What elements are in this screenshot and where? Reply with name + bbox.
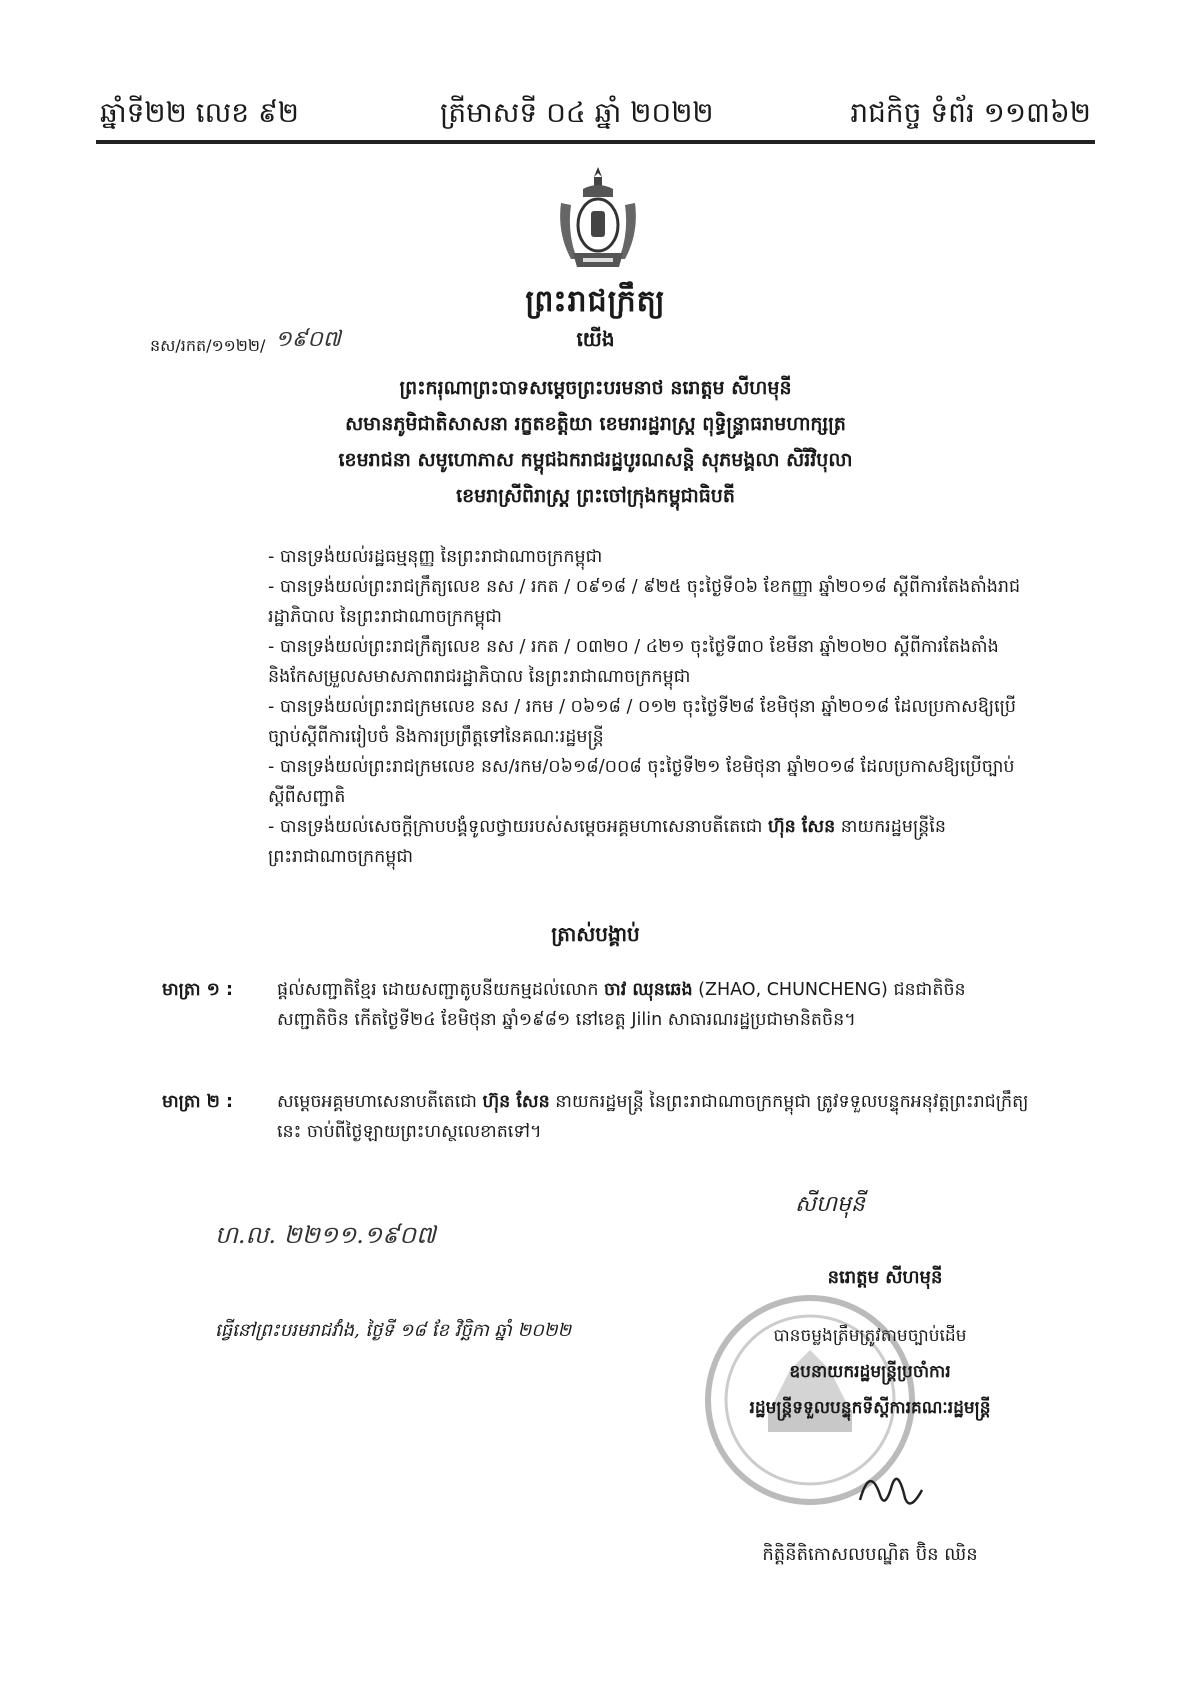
preamble-item: - បានទ្រង់យល់ព្រះរាជក្រមលេខ នស / រកម / ០៦១៨ / ០១២ ចុះថ្ងៃទី២៨ ខែមិថុនា ឆ្នាំ២០១៨ ដែលប្រកាសឱ្យប្រើច្បាប់ស្តីពីការរៀបចំ និងការប្រព្រឹត្តទៅនៃគណៈរដ្ឋមន្ត្រី: [268, 697, 1016, 747]
pm-name: ហ៊ុន សែន: [767, 817, 836, 837]
article-text: [277, 975, 1042, 1035]
header-rule: [96, 140, 1095, 144]
preamble-item: - បានទ្រង់យល់ព្រះរាជក្រឹត្យលេខ នស / រកត / ០៩១៨ / ៩២៥ ចុះថ្ងៃទី០៦ ខែកញ្ញា ឆ្នាំ២០១៨ ស្តីពីការតែងតាំងរាជរដ្ឋាភិបាល នៃព្រះរាជាណាចក្រកម្ពុជា: [268, 577, 1021, 627]
person-name: ចាវ ឈុនឆេង: [604, 980, 693, 1000]
preamble-item: [268, 812, 1038, 872]
article-text-part: ផ្តល់សញ្ជាតិខ្មែរ ដោយសញ្ជាតូបនីយកម្មដល់លោក: [277, 980, 605, 1000]
certified-copy-line: បានចម្លងត្រឹមត្រូវតាមច្បាប់ដើម: [773, 1326, 967, 1346]
deputy-pm-title: ឧបនាយករដ្ឋមន្ត្រីប្រចាំការ: [789, 1362, 951, 1382]
king-title-line: ខេមរាជនា សមូហោភាស កម្ពុជឯករាជរដ្ឋបូរណសន្តិ សុភមង្គលា សិរីវិបុលា: [338, 449, 853, 471]
royal-emblem-icon: [553, 163, 643, 273]
decree-title: ព្រះរាជក្រឹត្យ: [525, 284, 666, 319]
header-quarter: ត្រីមាសទី ០៤ ឆ្នាំ ២០២២: [440, 96, 714, 129]
countersign-block: [660, 1318, 1080, 1426]
handwritten-registry-note: ហ.ល. ២២១១.១៩០៧: [215, 1221, 436, 1249]
king-titles: [150, 370, 1041, 514]
reference-handwritten: ១៩០៧: [275, 327, 341, 352]
article-text: [277, 1087, 1042, 1147]
reference-number: នស/រកត/១១២២/: [150, 336, 266, 355]
article-text-part: (ZHAO, CHUNCHENG) ជនជាតិចិន សញ្ជាតិចិន កើតថ្ងៃទី២៤ ខែមិថុនា ឆ្នាំ១៩៨១ នៅខេត្ត Jilin សាធារណរដ្ឋប្រជាមានិតចិន។: [277, 980, 966, 1030]
king-title-line: ព្រះករុណាព្រះបាទសម្តេចព្រះបរមនាថ នរោត្តម សីហមុនី: [399, 377, 792, 399]
decree-subtitle: យើង: [576, 327, 615, 351]
article-text-part: នាយករដ្ឋមន្ត្រី នៃព្រះរាជាណាចក្រកម្ពុជា ត្រូវទទួលបន្ទុកអនុវត្តព្រះរាជក្រឹត្យនេះ ចាប់ពីថ្ងៃឡាយព្រះហស្ថលេខាតទៅ។: [277, 1092, 1029, 1142]
king-name: នរោត្តម សីហមុនី: [827, 1267, 943, 1288]
king-title-line: សមានភូមិជាតិសាសនា រក្ខតខត្តិយា ខេមរារដ្ឋរាស្ត្រ ពុទ្ធិន្ទ្រាធរាមហាក្សត្រ: [345, 413, 846, 435]
pm-name: ហ៊ុន សែន: [482, 1092, 550, 1112]
place-and-date: ធ្វើនៅព្រះបរមរាជវាំង, ថ្ងៃទី ១៨ ខែ វិច្ឆិកា ឆ្នាំ ២០២២: [215, 1320, 572, 1341]
article-label: មាត្រា ១ :: [162, 980, 233, 1000]
preamble-list: [268, 542, 1038, 872]
preamble-item: - បានទ្រង់យល់ព្រះរាជក្រមលេខ នស/រកម/០៦១៨/០០៨ ចុះថ្ងៃទី២១ ខែមិថុនា ឆ្នាំ២០១៨ ដែលប្រកាសឱ្យប្រើច្បាប់ស្តីពីសញ្ជាតិ: [268, 757, 1015, 807]
preamble-text: - បានទ្រង់យល់សេចក្តីក្រាបបង្គំទូលថ្វាយរបស់សម្តេចអគ្គមហាសេនាបតីតេជោ: [268, 817, 768, 837]
king-title-line: ខេមរាស្រីពិរាស្ត្រ ព្រះចៅក្រុងកម្ពុជាធិបតី: [456, 485, 735, 507]
preamble-item: - បានទ្រង់យល់រដ្ឋធម្មនុញ្ញ នៃព្រះរាជាណាចក្រកម្ពុជា: [268, 547, 603, 567]
decree-heading: ត្រាស់បង្គាប់: [551, 922, 640, 946]
minister-title: រដ្ឋមន្ត្រីទទួលបន្ទុកទីស្តីការគណៈរដ្ឋមន្ត្រី: [749, 1398, 991, 1418]
king-signature: សីហមុនី: [795, 1192, 865, 1217]
minister-signature-icon: [850, 1460, 930, 1520]
preamble-text: នាយករដ្ឋមន្ត្រីនៃព្រះរាជាណាចក្រកម្ពុជា: [268, 817, 946, 867]
article-1: [162, 975, 1042, 1035]
preamble-item: - បានទ្រង់យល់ព្រះរាជក្រឹត្យលេខ នស / រកត / ០៣២០ / ៤២១ ចុះថ្ងៃទី៣០ ខែមីនា ឆ្នាំ២០២០ ស្តីពីការតែងតាំងនិងកែសម្រួលសមាសភាពរាជរដ្ឋាភិបាល នៃព្រះរាជាណាចក្រកម្ពុជា: [268, 637, 999, 687]
article-2: [162, 1087, 1042, 1147]
header-page: រាជកិច្ច ទំព័រ ១១៣៦២: [850, 96, 1091, 129]
header-issue: ឆ្នាំទី២២ លេខ ៩២: [100, 96, 299, 129]
article-text-part: សម្តេចអគ្គមហាសេនាបតីតេជោ: [277, 1092, 483, 1112]
article-label: មាត្រា ២ :: [162, 1092, 233, 1112]
gazette-header: [100, 95, 1091, 135]
minister-name: កិត្តិនីតិកោសលបណ្ឌិត ប៊ិន ឈិន: [762, 1544, 978, 1565]
